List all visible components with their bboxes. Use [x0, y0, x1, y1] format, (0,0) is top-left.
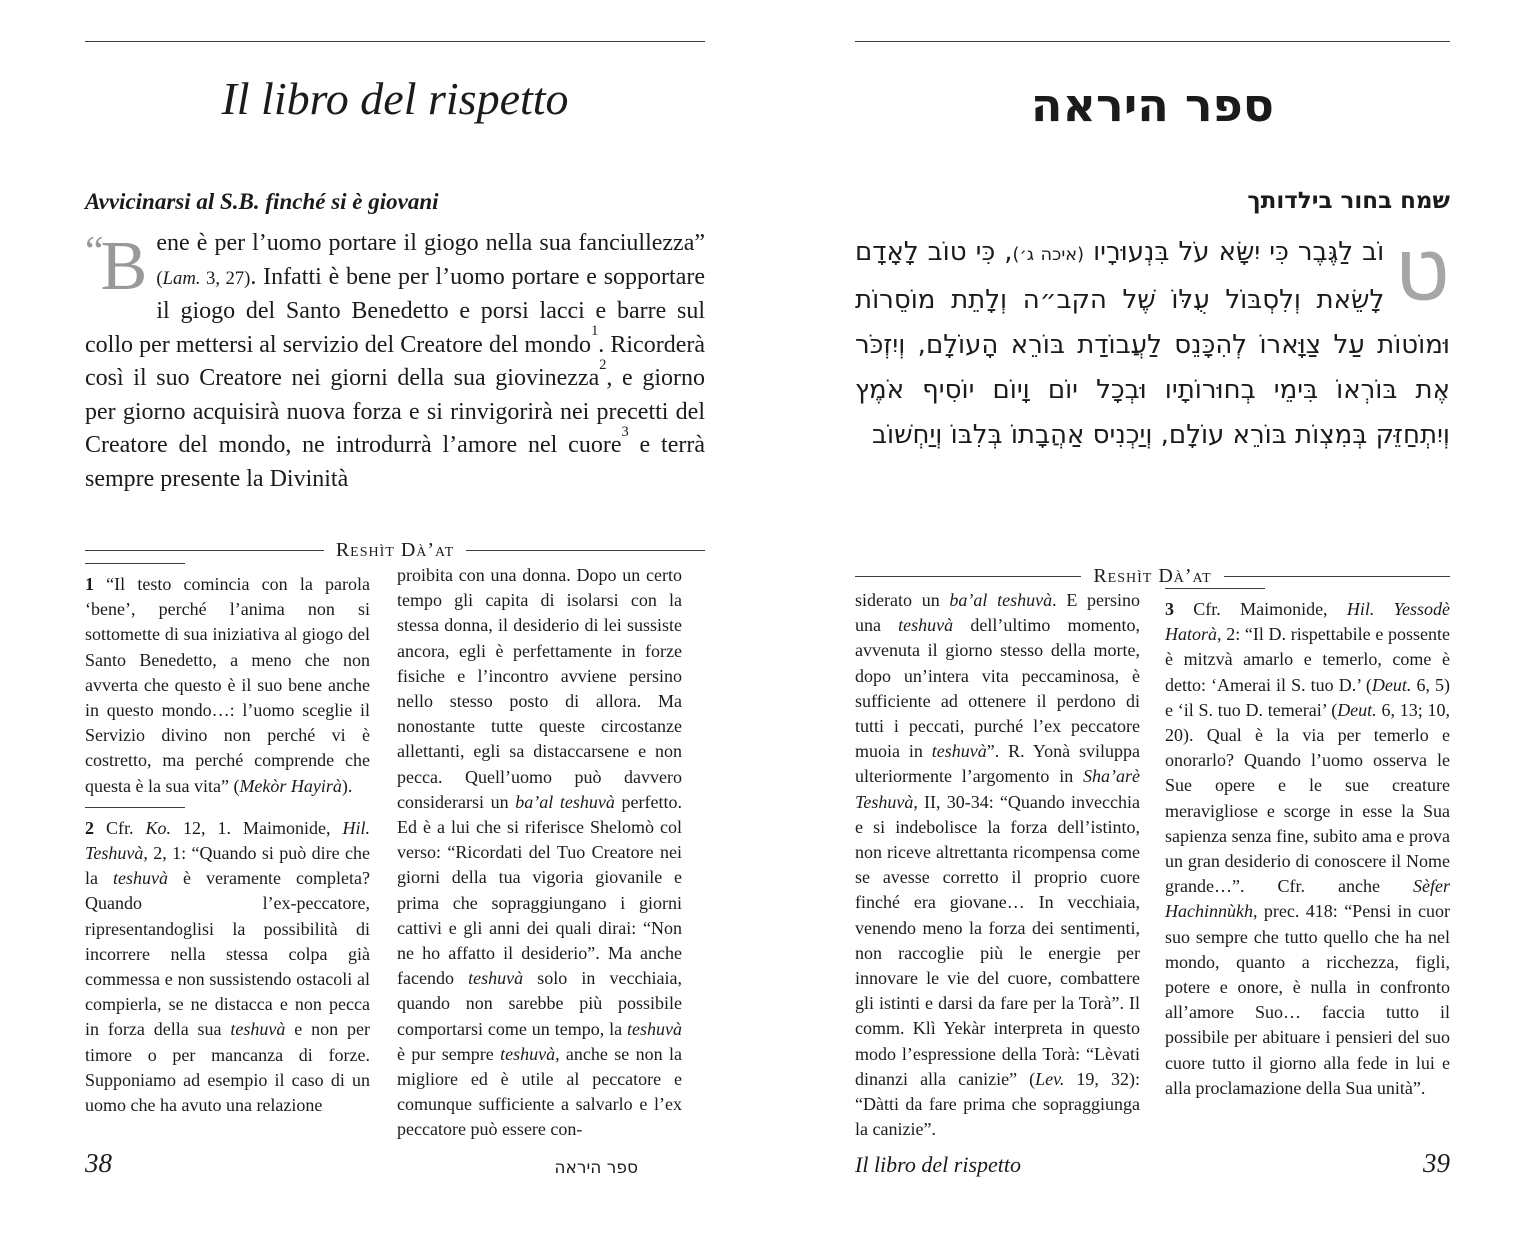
footnote-column-1 — [855, 588, 1140, 1142]
footnote-column-1 — [85, 563, 370, 1118]
footnote-1: 1 “Il testo comincia con la parola ‘bene’, perché l’anima non si sottomette di sua iniziativa al giogo del Santo Benedetto, a meno che non avverta che questo è il suo bene anche in questo mondo…: l’uomo sceglie il Servizio divino non perché vi è costretto, ma perché comprende che questa è la sua vita” (Mekòr Hayirà). — [85, 574, 370, 796]
section-heading-hebrew: שמח בחור בילדותך — [1247, 188, 1450, 214]
footnote-2-part-3: siderato un ba’al teshuvà. E persino una teshuvà dell’ultimo momento, avvenuta il giorno stesso della morte, dopo un’intera vita peccaminosa, è sufficiente ad ottenere il perdono di tutti i peccati, purché l’ex peccatore muoia in teshuvà”. R. Yonà sviluppa ulteriormente l’argomento in Sha’arè Teshuvà, II, 30-34: “Quando invecchia e si indebolisce la forza dell’istinto, non riceve altrettanta ricompensa come se avesse corretto il proprio cuore finché era giovane… In vecchiaia, venendo meno la forza dei sentimenti, non raccoglie più le energie per innovare le vie del cuore, combattere gli istinti e darsi da fare per la Torà”. Il comm. Klì Yekàr interpreta in questo modo l’espressione della Torà: “Lèvati dinanzi alla canizie” (Lev. 19, 32): “Dàtti da fare prima che sopraggiunga la canizie”. — [855, 590, 1141, 1140]
page-number: 39 — [1423, 1148, 1450, 1178]
footnote-rule — [85, 807, 185, 808]
footnote-2-part-2: proibita con una donna. Dopo un certo tempo gli capita di isolarsi con la stessa donna, il desiderio di lei sussiste ancora, egli è perfettamente in forze fisiche e l’incontro avviene persino nello stesso posto di allora. Ma nonostante tutte queste circostanze allettanti, egli sa distaccarsene e non pecca. Quell’uomo può davvero considerarsi un ba’al teshuvà perfetto. Ed è a lui che si riferisce Shelomò col verso: “Ricordati del Tuo Creatore nei giorni della tua vigoria giovanile e prima che sopraggiungano i giorni cattivi e gli anni dei quali dirai: “Non ne ho affatto il desiderio”. Ma anche facendo teshuvà solo in vecchiaia, quando non sarebbe più possibile comportarsi come un tempo, la teshuvà è pur sempre teshuvà, anche se non la migliore ed è utile al peccatore e comunque sufficiente a salvarlo e l’ex peccatore può essere con- — [397, 565, 683, 1140]
page-right — [855, 0, 1450, 1240]
footnote-column-2 — [1165, 588, 1450, 1101]
separator-rule-right — [466, 550, 705, 551]
dropcap — [85, 228, 148, 305]
header-rule — [855, 41, 1450, 42]
running-footer-hebrew: ספר היראה — [554, 1158, 638, 1178]
header-rule — [85, 41, 705, 42]
footnote-separator-label: Reshìt Dà’at — [335, 539, 455, 561]
running-footer-italian: Il libro del rispetto — [855, 1152, 1022, 1177]
separator-rule-right — [1224, 576, 1450, 577]
body-paragraph — [85, 227, 705, 496]
section-heading: Avvicinarsi al S.B. finché si è giovani — [85, 189, 439, 214]
footnote-separator-label: Reshìt Dà’at — [1093, 565, 1212, 587]
separator-rule-left — [855, 576, 1081, 577]
footnote-rule — [85, 563, 185, 564]
body-paragraph-hebrew — [855, 220, 1450, 458]
footnote-separator — [85, 540, 705, 560]
dropcap-quote-mark: “ — [85, 229, 101, 275]
page-number: 38 — [85, 1148, 112, 1178]
page-title: Il libro del rispetto — [221, 73, 569, 124]
footnote-column-2 — [397, 563, 682, 1143]
footnote-3: 3 Cfr. Maimonide, Hil. Yessodè Hatorà, 2: “Il D. rispettabile e possente è mitzvà amarlo e temerlo, come è detto: ‘Amerai il S. tuo D.’ (Deut. 6, 5) e ‘il S. tuo D. temerai’ (Deut. 6, 13; 10, 20). Qual è la via per temerlo e onorarlo? Quando l’uomo osserva le Sue opere e le sue creature meravigliose e scorge in esse la Sua sapienza senza fine, subito ama e prova un gran desiderio di conoscere il Nome grande…”. Cfr. anche Sèfer Hachinnùkh, prec. 418: “Pensi in cuor suo sempre che tutto quello che ha nel mondo, quanto a ricchezza, figli, potere e onore, è nulla in confronto all’amore Suo… faccia tutto il possibile per abituare i pensieri del suo cuore tutto il giorno alla fede in lui e alla proclamazione della Sua unità”. — [1165, 599, 1450, 1098]
footnote-2-part-1: 2 Cfr. Ko. 12, 1. Maimonide, Hil. Teshuvà, 2, 1: “Quando si può dire che la teshuvà è veramente completa? Quando l’ex-peccatore, ripresentandoglisi la possibilità di incorrere nella stessa colpa già commessa e non sussistendo ostacoli al compierla, se ne distacca e non pecca in forza della sua teshuvà e non per timore o per mancanza di forze. Supponiamo ad esempio il caso di un uomo che ha avuto una relazione — [85, 817, 370, 1116]
body-text-hebrew: וֹב לַגֶּבֶר כִּי יִשָּׂא עֹל בִּנְעוּרָיו (איכה ג׳), כִּי טוֹב לָאָדָם לָשֵׂאת וְלִסְבּוֹל עֻלּוֹ שֶׁל הקב״ה וְלָתֵת מוֹסֵרוֹת וּמוֹטוֹת עַל צַוָּארוֹ לְהִכָּנֵס לַעֲבוֹדַת בּוֹרֵא הָעוֹלָם, וְיִזְכֹּר אֶת בּוֹרְאוֹ בִּימֵי בְחוּרוֹתָיו וּבְכָל יוֹם וָיוֹם יוֹסִיף אֹמֶץ וְיִתְחַזֵּק בְּמִצְוֹת בּוֹרֵא עוֹלָם, וְיַכְנִיס אַהֲבָתוֹ בְּלִבּוֹ וְיַחְשׁוֹב — [855, 237, 1450, 450]
footnote-separator — [855, 566, 1450, 586]
separator-rule-left — [85, 550, 324, 551]
dropcap-letter-hebrew: ט — [1394, 220, 1450, 320]
page-left — [85, 0, 705, 1240]
page-title-hebrew: ספר היראה — [1030, 78, 1275, 132]
body-text: ene è per l’uomo portare il giogo nella sua fanciullezza” (Lam. 3, 27). Infatti è bene per l’uomo portare e sopportare il giogo del Santo Benedetto e porsi lacci e barre sul collo per mettersi al servizio del Creatore del mondo$^1$. Ricorderà così il suo Creatore nei giorni della sua giovinezza$^2$, e giorno per giorno acquisirà nuova forza e si rinvigorirà nei precetti del Creatore del mondo, ne introdurrà l’amore nel cuore$^3$ e terrà sempre presente la Divinità — [85, 230, 706, 492]
dropcap-letter: B — [100, 228, 148, 305]
footnote-rule — [1165, 588, 1265, 589]
